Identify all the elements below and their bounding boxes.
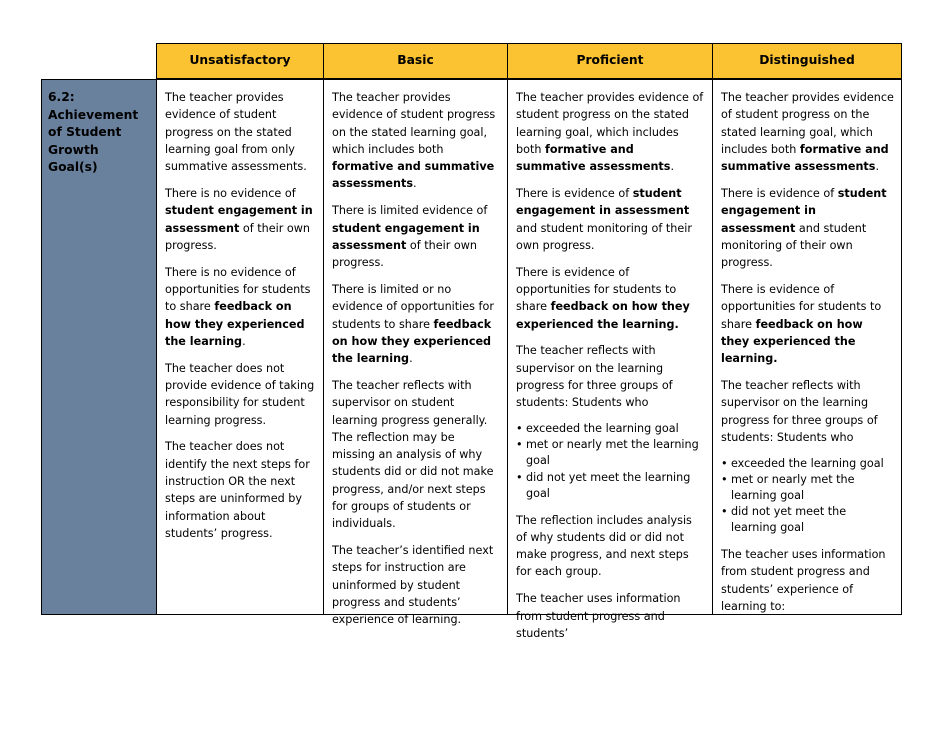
header-unsatisfactory	[156, 43, 324, 79]
paragraph: The teacher reflects with supervisor on the learning progress for three groups of students: Students who	[721, 378, 878, 444]
paragraph: There is evidence of opportunities for students to share feedback on how they experienced the learning.	[721, 282, 882, 366]
bullet-icon: •	[516, 438, 523, 452]
paragraph: There is evidence of student engagement in assessment and student monitoring of their own progress.	[721, 186, 887, 270]
bullet-icon: •	[721, 505, 728, 519]
list-item: • exceeded the learning goal	[731, 456, 894, 472]
paragraph: There is no evidence of student engagement in assessment of their own progress.	[165, 186, 313, 252]
header-basic	[323, 43, 508, 79]
bullet-list	[721, 456, 894, 537]
paragraph: The teacher reflects with supervisor on student learning progress generally. The reflection may be missing an analysis of why students did or did not make progress, and/or next steps for groups of students or individuals.	[332, 378, 494, 531]
paragraph: There is limited evidence of student engagement in assessment of their own progress.	[332, 204, 488, 270]
paragraph: The teacher provides evidence of student progress on the stated learning goal, which includes both formative and summative assessments.	[721, 91, 894, 174]
paragraph: The teacher reflects with supervisor on the learning progress for three groups of students: Students who	[516, 344, 673, 410]
paragraph: There is evidence of student engagement in assessment and student monitoring of their own progress.	[516, 186, 692, 252]
paragraph: The teacher uses information from student progress and students’	[516, 592, 681, 640]
row-label: 6.2: Achievement of Student Growth Goal(s)	[48, 90, 139, 174]
header-label: Proficient	[576, 53, 644, 68]
cell-proficient	[507, 79, 713, 640]
header-label: Basic	[397, 53, 434, 68]
bullet-icon: •	[721, 472, 728, 486]
bullet-icon: •	[516, 422, 523, 436]
header-proficient	[507, 43, 713, 79]
list-item: • did not yet meet the learning goal	[516, 470, 691, 500]
paragraph: The teacher provides evidence of student progress on the stated learning goal from only summative assessments.	[165, 91, 307, 174]
list-item: • did not yet meet the learning goal	[721, 505, 847, 535]
paragraph: There is no evidence of opportunities for students to share feedback on how they experienced the learning.	[165, 265, 311, 348]
cell-unsatisfactory	[156, 79, 324, 615]
paragraph: There is limited or no evidence of opportunities for students to share feedback on how they experienced the learning.	[332, 282, 494, 366]
paragraph: The teacher does not provide evidence of taking responsibility for student learning progress.	[165, 361, 315, 427]
paragraph: The teacher provides evidence of student progress on the stated learning goal, which includes both formative and summative assessments.	[332, 91, 496, 191]
bullet-icon: •	[721, 456, 728, 470]
paragraph: The teacher does not identify the next steps for instruction OR the next steps are uninformed by information about students’ progress.	[165, 440, 310, 540]
header-label: Distinguished	[759, 53, 855, 68]
bullet-icon: •	[516, 470, 523, 484]
list-item: • met or nearly met the learning goal	[516, 438, 699, 468]
paragraph: The teacher uses information from student progress and students’ experience of learning to:	[721, 548, 886, 614]
cell-basic	[323, 79, 508, 627]
list-item: • met or nearly met the learning goal	[721, 472, 855, 503]
paragraph: The reflection includes analysis of why students did or did not make progress, and next steps for each group.	[516, 513, 692, 579]
paragraph: The teacher provides evidence of student progress on the stated learning goal, which includes both formative and summative assessments.	[516, 91, 704, 174]
paragraph: The teacher’s identified next steps for instruction are uninformed by student progress and students’ experience of learning.	[332, 544, 494, 627]
row-label-cell	[41, 79, 157, 615]
paragraph: There is evidence of opportunities for students to share feedback on how they experienced the learning.	[516, 265, 690, 331]
header-label: Unsatisfactory	[189, 53, 291, 68]
bullet-list	[516, 421, 705, 502]
cell-distinguished	[712, 79, 902, 615]
list-item: • exceeded the learning goal	[526, 421, 705, 437]
header-distinguished	[712, 43, 902, 79]
